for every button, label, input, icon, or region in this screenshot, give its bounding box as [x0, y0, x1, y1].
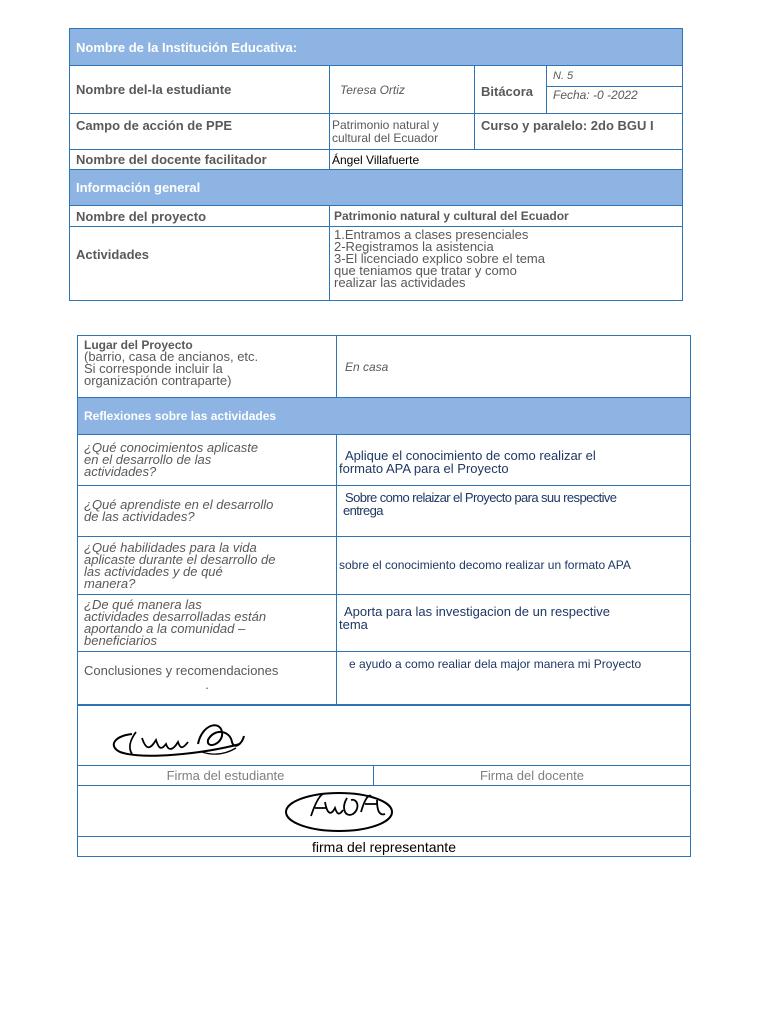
representative-signature-area [78, 786, 691, 837]
representative-signature-label: firma del representante [78, 837, 691, 857]
reflection-question [78, 486, 337, 537]
question-line: actividades? [84, 464, 157, 479]
place-title: Lugar del Proyecto [84, 338, 193, 352]
answer-line: e ayudo a como realiar dela major manera mi Proyecto [349, 657, 642, 671]
question-line: aplicaste durante el desarrollo de [84, 551, 276, 567]
bitacora-number: N. 5 [547, 66, 683, 87]
activity-line: 3-El licenciado explico sobre el tema [334, 251, 545, 266]
institution-label: Nombre de la Institución Educativa: [70, 29, 683, 66]
activities-label: Actividades [70, 227, 330, 301]
reflection-answer [337, 486, 691, 537]
signatures-table [77, 705, 691, 857]
reflections-title: Reflexiones sobre las actividades [78, 398, 691, 435]
project-name-value: Patrimonio natural y cultural del Ecuador [330, 206, 683, 227]
place-label-cell [78, 336, 337, 398]
reflection-question [78, 435, 337, 486]
answer-line: formato APA para el Proyecto [339, 461, 509, 476]
reflections-table [77, 335, 691, 705]
question-line: ¿De qué manera las [84, 597, 202, 612]
activity-line: 2-Registramos la asistencia [334, 239, 494, 254]
question-line: ¿Qué conocimientos aplicaste [84, 440, 259, 455]
answer-line: sobre el conocimiento decomo realizar un formato APA [339, 558, 631, 572]
question-line: Conclusiones y recomendaciones [84, 663, 279, 678]
place-desc-line: (barrio, casa de ancianos, etc. [84, 349, 259, 364]
question-line: actividades desarrolladas están [84, 609, 267, 624]
bitacora-label: Bitácora [475, 66, 547, 114]
teacher-value: Ángel Villafuerte [330, 150, 683, 170]
course-value: Curso y paralelo: 2do BGU I [475, 114, 683, 150]
answer-line: Aplique el conocimiento de como realizar el [345, 448, 596, 463]
project-name-label: Nombre del proyecto [70, 206, 330, 227]
question-line: . [205, 677, 209, 692]
teacher-label: Nombre del docente facilitador [70, 150, 330, 170]
field-label: Campo de acción de PPE [70, 114, 330, 150]
student-name-value: Teresa Ortiz [330, 66, 475, 114]
place-desc-line: Si corresponde incluir la [84, 361, 223, 376]
question-line: beneficiarios [84, 633, 157, 648]
question-line: ¿Qué aprendiste en el desarrollo [84, 497, 274, 512]
reflection-question [78, 537, 337, 595]
activity-line: que teniamos que tratar y como [334, 263, 517, 278]
student-name-label: Nombre del-la estudiante [70, 66, 330, 114]
question-line: manera? [84, 575, 136, 591]
field-value: Patrimonio natural y cultural del Ecuador [330, 114, 475, 150]
answer-line: Sobre como relaizar el Proyecto para suu respective [345, 490, 617, 505]
answer-line: Aporta para las investigacion de un respective [344, 604, 610, 619]
question-line: de las actividades? [84, 509, 195, 524]
place-value: En casa [337, 336, 691, 398]
question-line: aportando a la comunidad – [84, 621, 246, 636]
reflection-answer [337, 595, 691, 652]
activity-line: realizar las actividades [334, 275, 466, 290]
general-info-title: Información general [70, 170, 683, 206]
answer-line: entrega [343, 503, 383, 518]
representative-signature-icon [281, 788, 401, 836]
student-signature-area [78, 706, 691, 766]
reflection-answer [337, 435, 691, 486]
question-line: las actividades y de qué [84, 563, 223, 579]
answer-line: tema [339, 617, 368, 632]
place-desc-line: organización contraparte) [84, 373, 232, 388]
question-line: en el desarrollo de las [84, 452, 212, 467]
activities-list [330, 227, 683, 301]
student-signature-icon [102, 714, 252, 764]
student-signature-label: Firma del estudiante [78, 766, 374, 786]
reflection-answer [337, 537, 691, 595]
question-line: ¿Qué habilidades para la vida [84, 539, 257, 555]
reflection-answer [337, 652, 691, 705]
activity-line: 1.Entramos a clases presenciales [334, 227, 529, 242]
reflection-question [78, 595, 337, 652]
bitacora-date: Fecha: -0 -2022 [547, 87, 683, 114]
reflection-question [78, 652, 337, 705]
general-info-table [69, 28, 683, 301]
teacher-signature-label: Firma del docente [374, 766, 691, 786]
